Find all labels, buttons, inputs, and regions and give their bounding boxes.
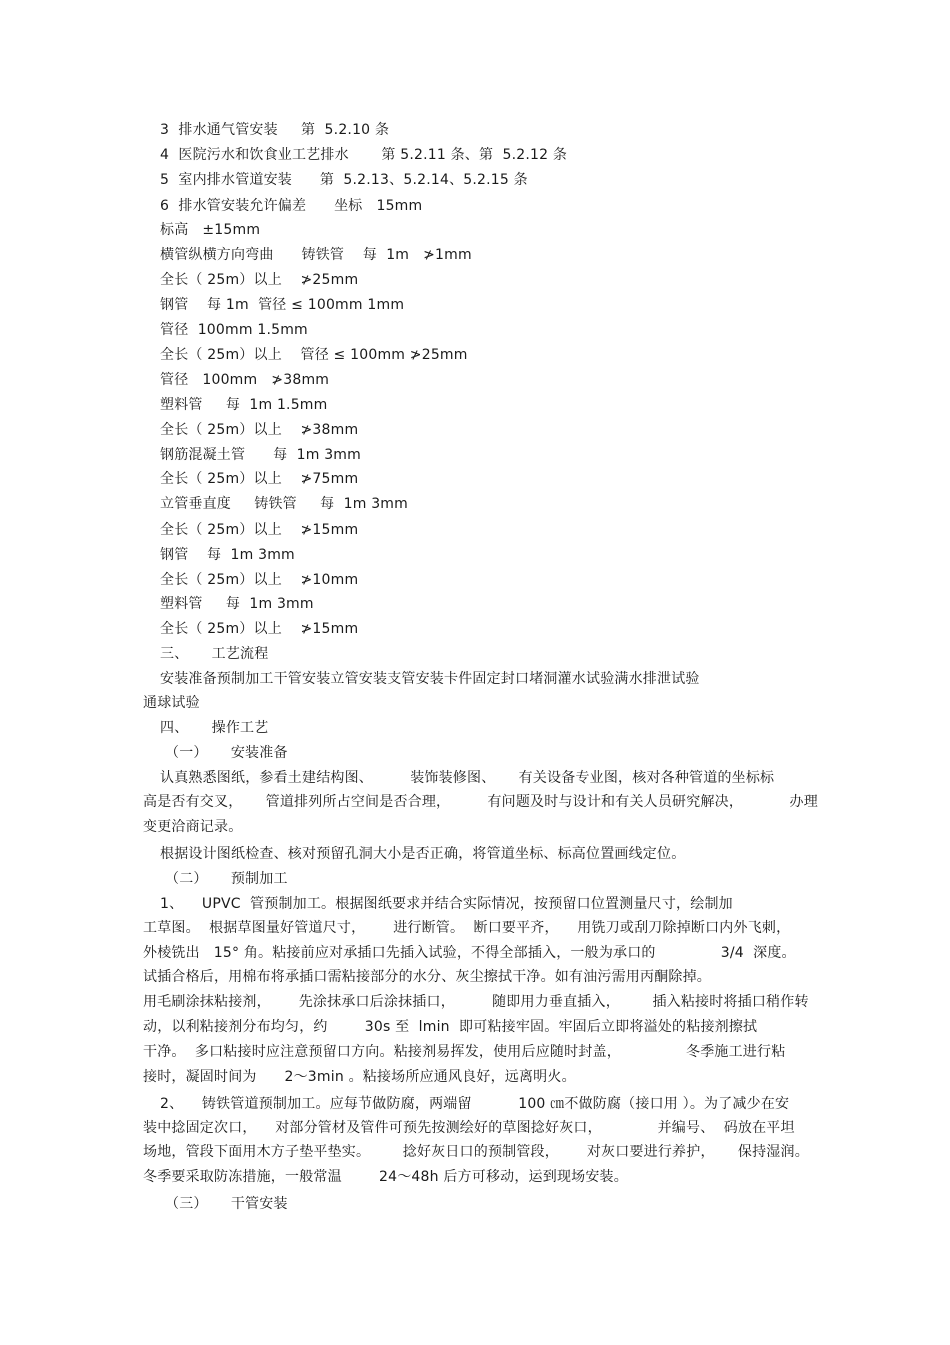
text-line: 认真熟悉图纸，参看土建结构图、 装饰装修图、 有关设备专业图，核对各种管道的坐标标 — [160, 770, 775, 786]
text-line: 钢管 每 1m 管径 ≤ 100mm 1mm — [160, 297, 405, 313]
section-heading: 三、 工艺流程 — [160, 646, 269, 662]
text-line: 装中捻固定次口， 对部分管材及管件可预先按测绘好的草图捻好灰口， 并编号、 码放在平坦 — [143, 1120, 795, 1136]
text-line: 外棱铣出 15° 角。粘接前应对承插口先插入试验，不得全部插入，一般为承口的 3/4 深度。 — [143, 945, 796, 961]
text-line: 1、 UPVC 管预制加工。根据图纸要求并结合实际情况，按预留口位置测量尺寸，绘制加 — [160, 896, 733, 912]
text-line: 2、 铸铁管道预制加工。应每节做防腐，两端留 100 ㎝不做防腐（接口用 ）。为了减少在安 — [160, 1096, 790, 1112]
text-line: 标高 ±15mm — [160, 222, 261, 238]
text-line: 全长（ 25m）以上 管径 ≤ 100mm ≯25mm — [160, 347, 468, 363]
text-line: 冬季要采取防冻措施，一般常温 24～48h 后方可移动，运到现场安装。 — [143, 1169, 628, 1185]
text-line: 全长（ 25m）以上 ≯10mm — [160, 572, 359, 588]
text-line: 钢筋混凝土管 每 1m 3mm — [160, 447, 361, 463]
text-line: 全长（ 25m）以上 ≯75mm — [160, 471, 359, 487]
text-line: 安装准备预制加工干管安装立管安装支管安装卡件固定封口堵洞灌水试验满水排泄试验 — [160, 671, 700, 687]
text-line: 管径 100mm 1.5mm — [160, 322, 308, 338]
text-line: 塑料管 每 1m 1.5mm — [160, 397, 328, 413]
text-line: 立管垂直度 铸铁管 每 1m 3mm — [160, 496, 408, 512]
text-line: 管径 100mm ≯38mm — [160, 372, 330, 388]
text-line: 全长（ 25m）以上 ≯15mm — [160, 522, 359, 538]
text-line: 钢管 每 1m 3mm — [160, 547, 295, 563]
text-line: 用毛刷涂抹粘接剂， 先涂抹承口后涂抹插口， 随即用力垂直插入， 插入粘接时将插口稍作转 — [143, 994, 809, 1010]
text-line: 根据设计图纸检查、核对预留孔洞大小是否正确，将管道坐标、标高位置画线定位。 — [160, 846, 686, 862]
text-line: 接时，凝固时间为 2～3min 。粘接场所应通风良好，远离明火。 — [143, 1069, 576, 1085]
text-line: 塑料管 每 1m 3mm — [160, 596, 314, 612]
text-line: 试插合格后，用棉布将承插口需粘接部分的水分、灰尘擦拭干净。如有油污需用丙酮除掉。 — [143, 969, 711, 985]
section-heading: 四、 操作工艺 — [160, 720, 269, 736]
subsection-heading: （二） 预制加工 — [165, 871, 288, 887]
text-line: 动，以利粘接剂分布均匀，约 30s 至 lmin 即可粘接牢固。牢固后立即将溢处的粘接剂擦拭 — [143, 1019, 758, 1035]
subsection-heading: （三） 干管安装 — [165, 1196, 288, 1212]
text-line: 通球试验 — [143, 695, 200, 711]
text-line: 干净。 多口粘接时应注意预留口方向。粘接剂易挥发，使用后应随时封盖， 冬季施工进行粘 — [143, 1044, 786, 1060]
text-line: 4 医院污水和饮食业工艺排水 第 5.2.11 条、第 5.2.12 条 — [160, 147, 568, 163]
text-line: 全长（ 25m）以上 ≯25mm — [160, 272, 359, 288]
text-line: 变更洽商记录。 — [143, 819, 243, 835]
text-line: 工草图。 根据草图量好管道尺寸， 进行断管。 断口要平齐， 用铣刀或刮刀除掉断口内外飞刺， — [143, 920, 791, 936]
text-line: 3 排水通气管安装 第 5.2.10 条 — [160, 122, 390, 138]
text-line: 横管纵横方向弯曲 铸铁管 每 1m ≯1mm — [160, 247, 472, 263]
text-line: 全长（ 25m）以上 ≯38mm — [160, 422, 359, 438]
text-line: 场地，管段下面用木方子垫平垫实。 捻好灰日口的预制管段， 对灰口要进行养护， 保持湿润。 — [143, 1144, 809, 1160]
text-line: 高是否有交叉， 管道排列所占空间是否合理， 有问题及时与设计和有关人员研究解决， 办理 — [143, 794, 818, 810]
text-line: 6 排水管安装允许偏差 坐标 15mm — [160, 198, 423, 214]
subsection-heading: （一） 安装准备 — [165, 745, 288, 761]
text-line: 5 室内排水管道安装 第 5.2.13、5.2.14、5.2.15 条 — [160, 172, 528, 188]
text-line: 全长（ 25m）以上 ≯15mm — [160, 621, 359, 637]
